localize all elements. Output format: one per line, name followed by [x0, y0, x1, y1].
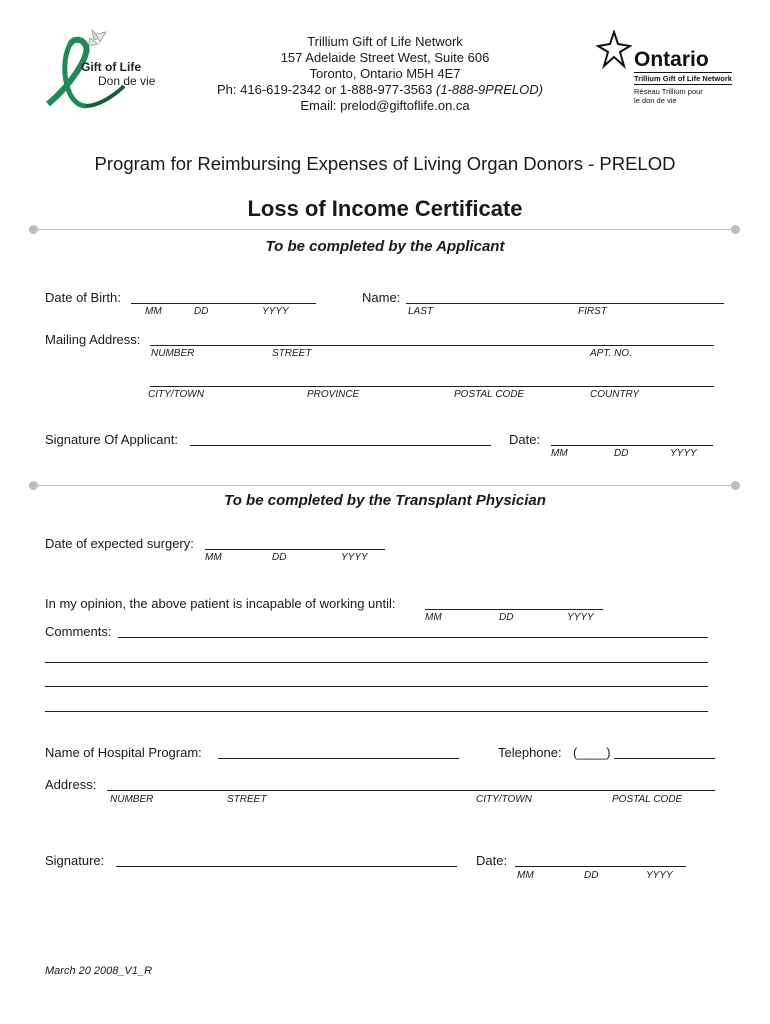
telephone-field[interactable]	[614, 758, 715, 759]
gift-logo-text-fr: Don de vie	[98, 74, 156, 88]
physician-signature-field[interactable]	[116, 866, 457, 867]
physician-date-field[interactable]	[515, 866, 686, 867]
surg-dd: DD	[272, 552, 287, 563]
ontario-org-en: Trillium Gift of Life Network	[634, 74, 732, 83]
name-last: LAST	[408, 306, 434, 317]
ontario-trillium-icon	[596, 30, 632, 70]
applicant-heading: To be completed by the Applicant	[265, 238, 505, 255]
name-label: Name:	[362, 290, 401, 305]
mailing-field-2[interactable]	[150, 386, 714, 387]
ontario-wordmark: Ontario	[634, 48, 709, 71]
dob-label: Date of Birth:	[45, 290, 121, 305]
section-divider-middle	[34, 485, 736, 486]
comments-field-1[interactable]	[118, 637, 708, 638]
mail-street: STREET	[272, 348, 312, 359]
phys-date-dd: DD	[584, 870, 599, 881]
ontario-logo	[596, 30, 736, 110]
mail-postal: POSTAL CODE	[454, 389, 525, 400]
app-date-dd: DD	[614, 448, 629, 459]
header-city: Toronto, Ontario M5H 4E7	[309, 66, 461, 81]
divider-dot-right	[731, 225, 740, 234]
op-yyyy: YYYY	[567, 612, 594, 623]
mail-province: PROVINCE	[307, 389, 360, 400]
gift-of-life-logo	[40, 26, 170, 110]
surgery-date-field[interactable]	[205, 549, 385, 550]
header-phone-alt: (1-888-9PRELOD)	[436, 82, 543, 97]
surg-mm: MM	[205, 552, 222, 563]
comments-label: Comments:	[45, 624, 112, 639]
opinion-date-field[interactable]	[425, 609, 603, 610]
op-mm: MM	[425, 612, 442, 623]
phys-city: CITY/TOWN	[476, 794, 532, 805]
gift-logo-text-en: Gift of Life	[81, 60, 141, 74]
divider-dot-right-2	[731, 481, 740, 490]
program-title: Program for Reimbursing Expenses of Living Organ Donors - PRELOD	[94, 153, 676, 174]
mail-number: NUMBER	[151, 348, 195, 359]
divider-dot-left	[29, 225, 38, 234]
dob-mm: MM	[145, 306, 162, 317]
surg-yyyy: YYYY	[341, 552, 368, 563]
physician-address-field[interactable]	[107, 790, 715, 791]
physician-address-label: Address:	[45, 777, 97, 792]
physician-heading: To be completed by the Transplant Physician	[224, 492, 546, 509]
header-org: Trillium Gift of Life Network	[307, 34, 463, 49]
comments-field-4[interactable]	[45, 711, 708, 712]
ontario-org-fr-1: Réseau Trillium pour	[634, 87, 703, 96]
surgery-label: Date of expected surgery:	[45, 536, 194, 551]
header-street: 157 Adelaide Street West, Suite 606	[280, 50, 490, 65]
applicant-date-field[interactable]	[551, 445, 713, 446]
app-date-yyyy: YYYY	[670, 448, 697, 459]
form-title: Loss of Income Certificate	[247, 196, 523, 221]
header-phone-line	[217, 82, 543, 97]
physician-signature-label: Signature:	[45, 853, 105, 868]
phys-date-mm: MM	[517, 870, 534, 881]
mail-apt: APT. NO.	[590, 348, 632, 359]
hospital-label: Name of Hospital Program:	[45, 745, 202, 760]
dob-dd: DD	[194, 306, 209, 317]
telephone-label: Telephone:	[498, 745, 562, 760]
phys-date-yyyy: YYYY	[646, 870, 673, 881]
comments-field-2[interactable]	[45, 662, 708, 663]
divider-dot-left-2	[29, 481, 38, 490]
telephone-area-code[interactable]: (____)	[573, 745, 611, 760]
applicant-signature-field[interactable]	[190, 445, 491, 446]
applicant-signature-label: Signature Of Applicant:	[45, 432, 178, 447]
header-phone: Ph: 416-619-2342 or 1-888-977-3563	[217, 82, 433, 97]
phys-street: STREET	[227, 794, 267, 805]
dob-yyyy: YYYY	[262, 306, 289, 317]
opinion-label: In my opinion, the above patient is incapable of working until:	[45, 596, 396, 611]
mail-city: CITY/TOWN	[148, 389, 204, 400]
applicant-date-label: Date:	[509, 432, 541, 447]
mail-country: COUNTRY	[590, 389, 640, 400]
mailing-label: Mailing Address:	[45, 332, 141, 347]
section-divider-top	[34, 229, 736, 230]
phys-postal: POSTAL CODE	[612, 794, 683, 805]
version-footer: March 20 2008_V1_R	[45, 965, 153, 977]
op-dd: DD	[499, 612, 514, 623]
dob-field[interactable]	[131, 303, 316, 304]
header-email: Email: prelod@giftoflife.on.ca	[300, 98, 470, 113]
ontario-rule	[634, 72, 732, 73]
phys-number: NUMBER	[110, 794, 154, 805]
app-date-mm: MM	[551, 448, 568, 459]
name-field[interactable]	[406, 303, 724, 304]
ontario-rule-2	[634, 84, 732, 85]
name-first: FIRST	[578, 306, 607, 317]
comments-field-3[interactable]	[45, 686, 708, 687]
physician-date-label: Date:	[476, 853, 508, 868]
ontario-org-fr-2: le don de vie	[634, 96, 677, 105]
mailing-field-1[interactable]	[150, 345, 714, 346]
hospital-field[interactable]	[218, 758, 459, 759]
